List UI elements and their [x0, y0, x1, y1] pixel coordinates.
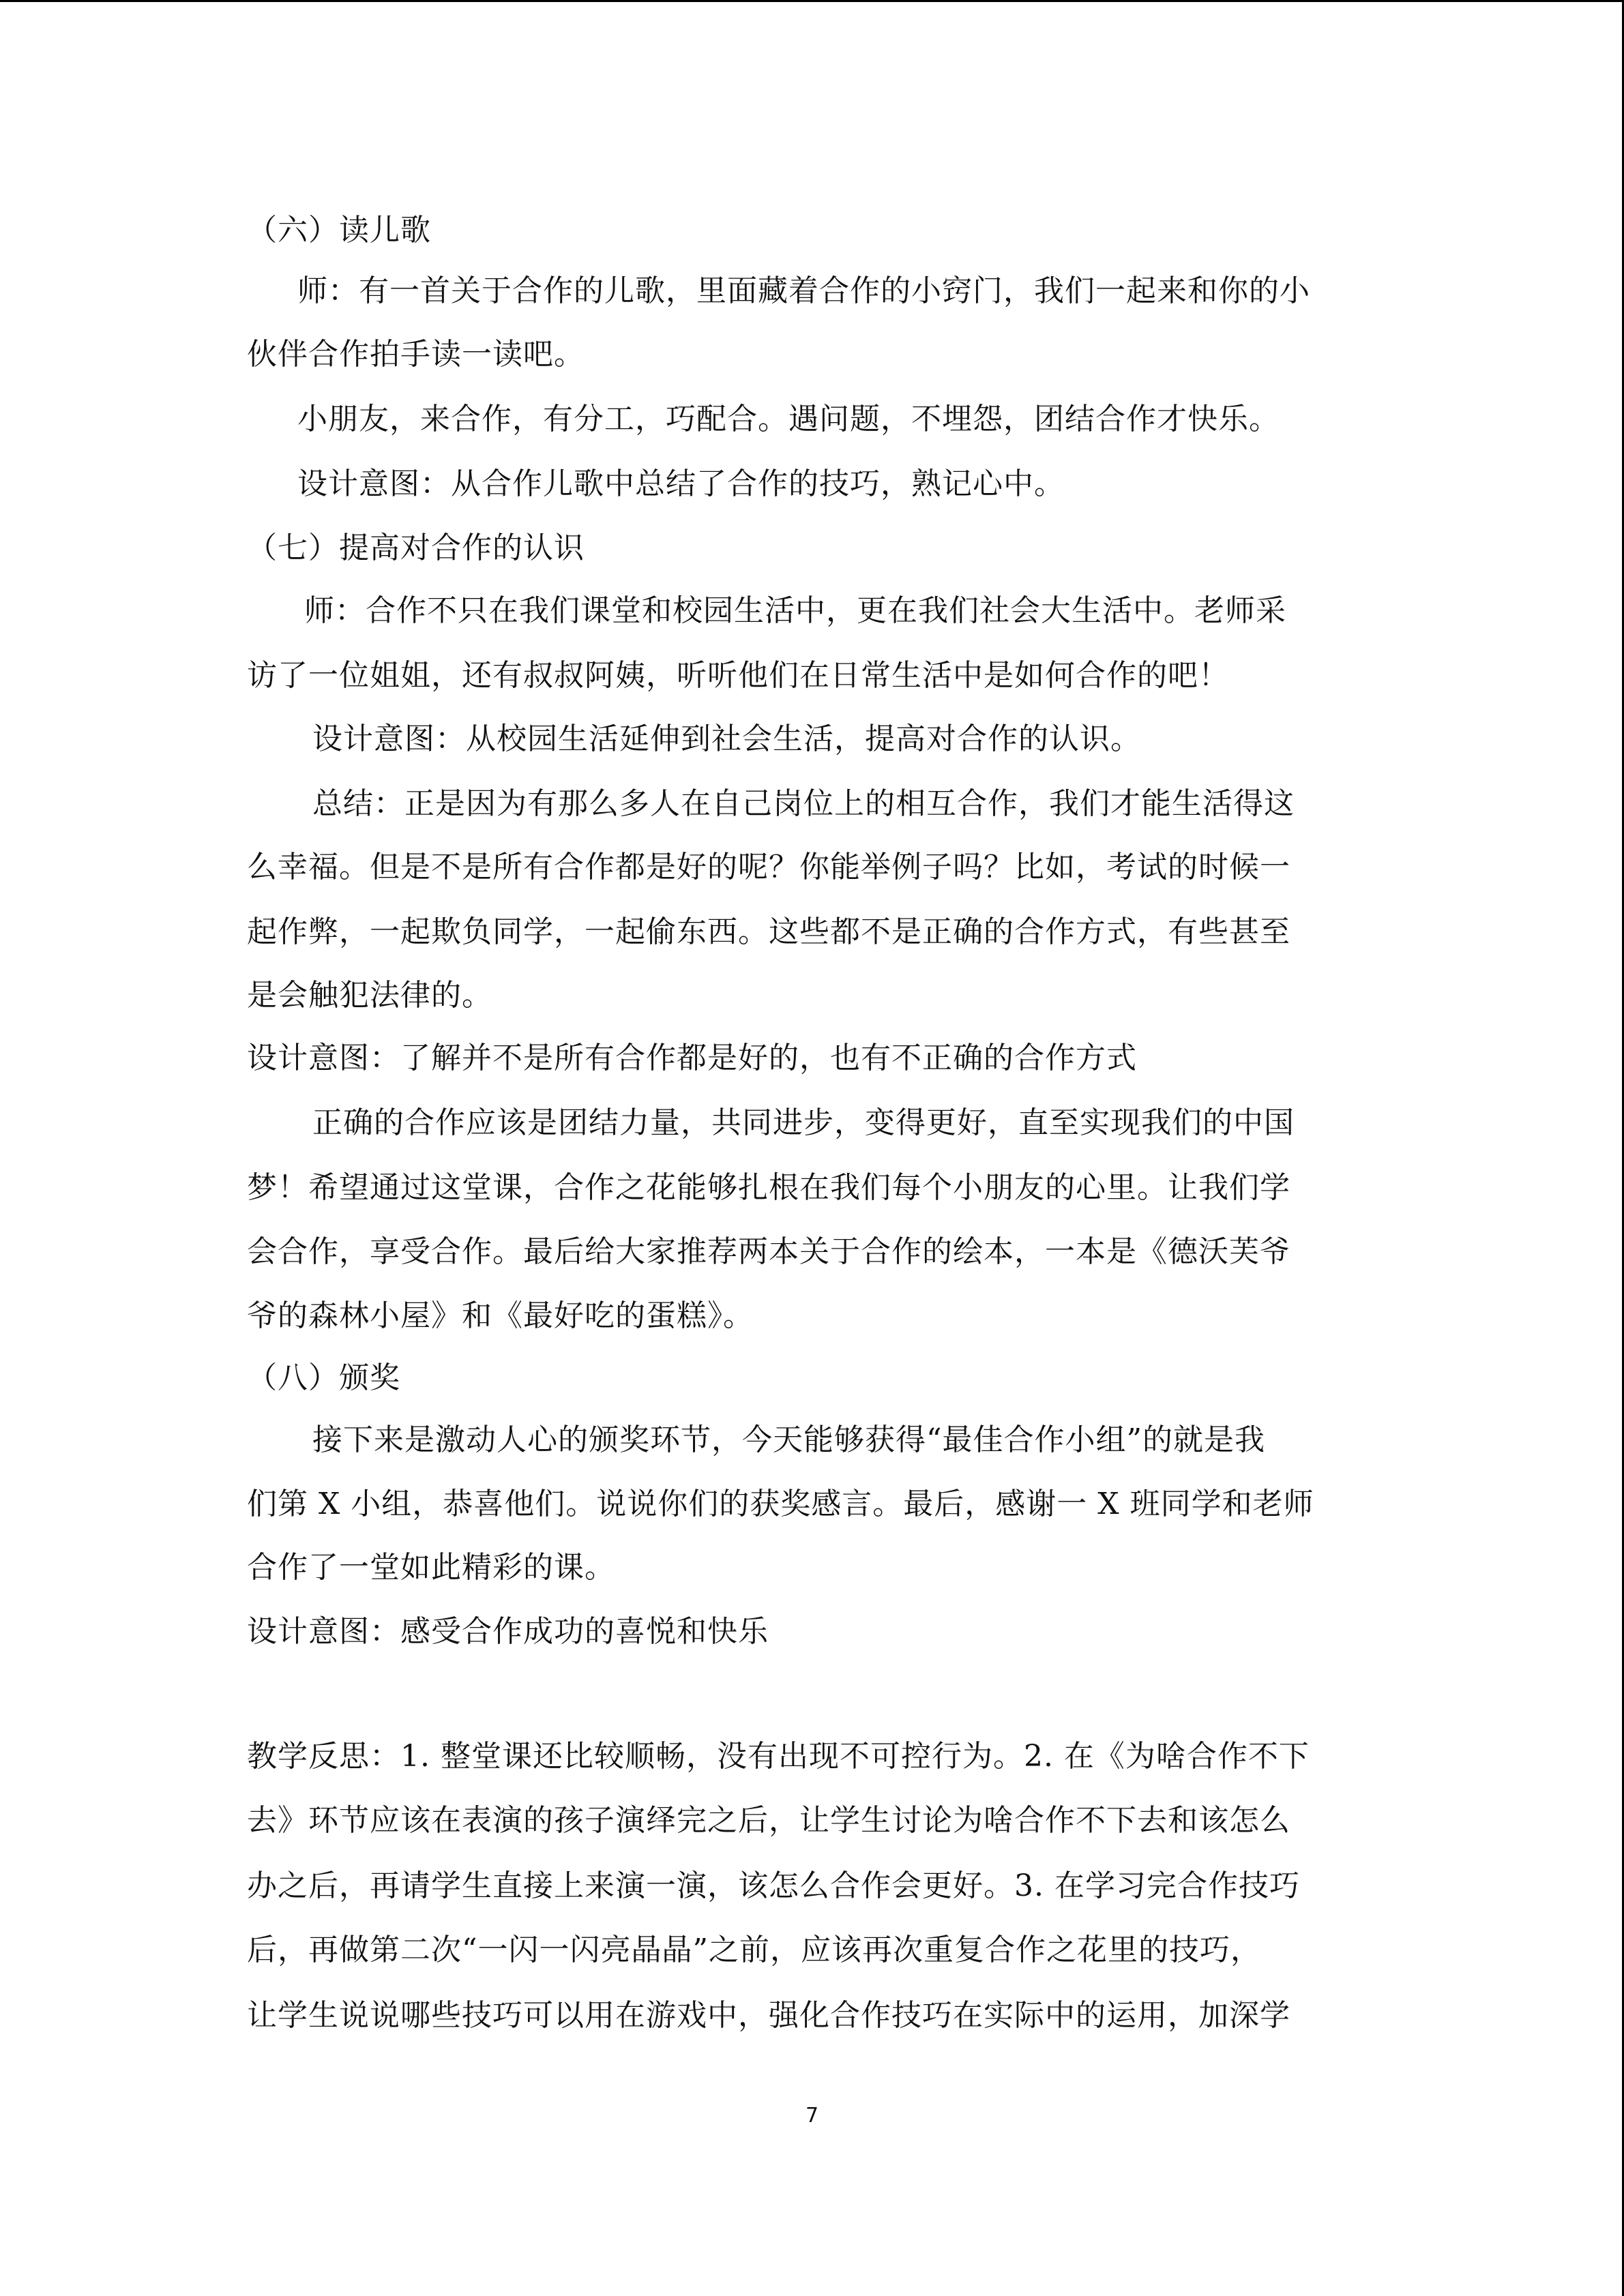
paragraph-line: 设计意图：从校园生活延伸到社会生活，提高对合作的认识。	[312, 721, 1141, 756]
reflection-line: 去》环节应该在表演的孩子演绎完之后，让学生讨论为啥合作不下去和该怎么	[247, 1803, 1290, 1838]
paragraph-line: 么幸福。但是不是所有合作都是好的呢？你能举例子吗？比如，考试的时候一	[247, 850, 1290, 884]
paragraph-line: 师：有一首关于合作的儿歌，里面藏着合作的小窍门，我们一起来和你的小	[297, 273, 1310, 308]
paragraph-line: 爷的森林小屋》和《最好吃的蛋糕》。	[247, 1298, 754, 1333]
paragraph-line: 合作了一堂如此精彩的课。	[247, 1550, 615, 1585]
paragraph-line: 梦！希望通过这堂课，合作之花能够扎根在我们每个小朋友的心里。让我们学	[247, 1170, 1290, 1205]
section-heading-6: （六）读儿歌	[247, 213, 431, 248]
paragraph-line: 会合作，享受合作。最后给大家推荐两本关于合作的绘本，一本是《德沃芙爷	[247, 1234, 1290, 1269]
reflection-line: 办之后，再请学生直接上来演一演，该怎么合作会更好。3. 在学习完合作技巧	[247, 1868, 1300, 1903]
section-heading-8: （八）颁奖	[247, 1360, 400, 1395]
paragraph-line: 们第 X 小组，恭喜他们。说说你们的获奖感言。最后，感谢一 X 班同学和老师	[247, 1487, 1314, 1521]
paragraph-line: 起作弊，一起欺负同学，一起偷东西。这些都不是正确的合作方式，有些甚至	[247, 914, 1290, 949]
paragraph-line: 访了一位姐姐，还有叔叔阿姨，听听他们在日常生活中是如何合作的吧！	[247, 658, 1229, 693]
reflection-line: 教学反思：1. 整堂课还比较顺畅，没有出现不可控行为。2. 在《为啥合作不下	[247, 1739, 1310, 1774]
paragraph-line: 设计意图：了解并不是所有合作都是好的，也有不正确的合作方式	[247, 1041, 1137, 1075]
paragraph-line: 接下来是激动人心的颁奖环节，今天能够获得“最佳合作小组”的就是我	[312, 1422, 1265, 1457]
paragraph-line: 设计意图：感受合作成功的喜悦和快乐	[247, 1614, 769, 1649]
paragraph-line: 总结：正是因为有那么多人在自己岗位上的相互合作，我们才能生活得这	[312, 786, 1295, 821]
reflection-line: 让学生说说哪些技巧可以用在游戏中，强化合作技巧在实际中的运用，加深学	[247, 1998, 1290, 2033]
page-number: 7	[805, 2104, 819, 2128]
paragraph-line: 正确的合作应该是团结力量，共同进步，变得更好，直至实现我们的中国	[312, 1105, 1295, 1140]
section-heading-7: （七）提高对合作的认识	[247, 531, 585, 565]
reflection-line: 后，再做第二次“一闪一闪亮晶晶”之前，应该再次重复合作之花里的技巧，	[247, 1933, 1261, 1967]
paragraph-line: 是会触犯法律的。	[247, 978, 492, 1013]
paragraph-line: 师：合作不只在我们课堂和校园生活中，更在我们社会大生活中。老师采	[304, 593, 1286, 628]
paragraph-line: 设计意图：从合作儿歌中总结了合作的技巧，熟记心中。	[297, 466, 1065, 501]
page-border-top	[0, 0, 1624, 2]
paragraph-line: 伙伴合作拍手读一读吧。	[247, 337, 585, 372]
paragraph-line: 小朋友，来合作，有分工，巧配合。遇问题，不埋怨，团结合作才快乐。	[297, 402, 1280, 436]
